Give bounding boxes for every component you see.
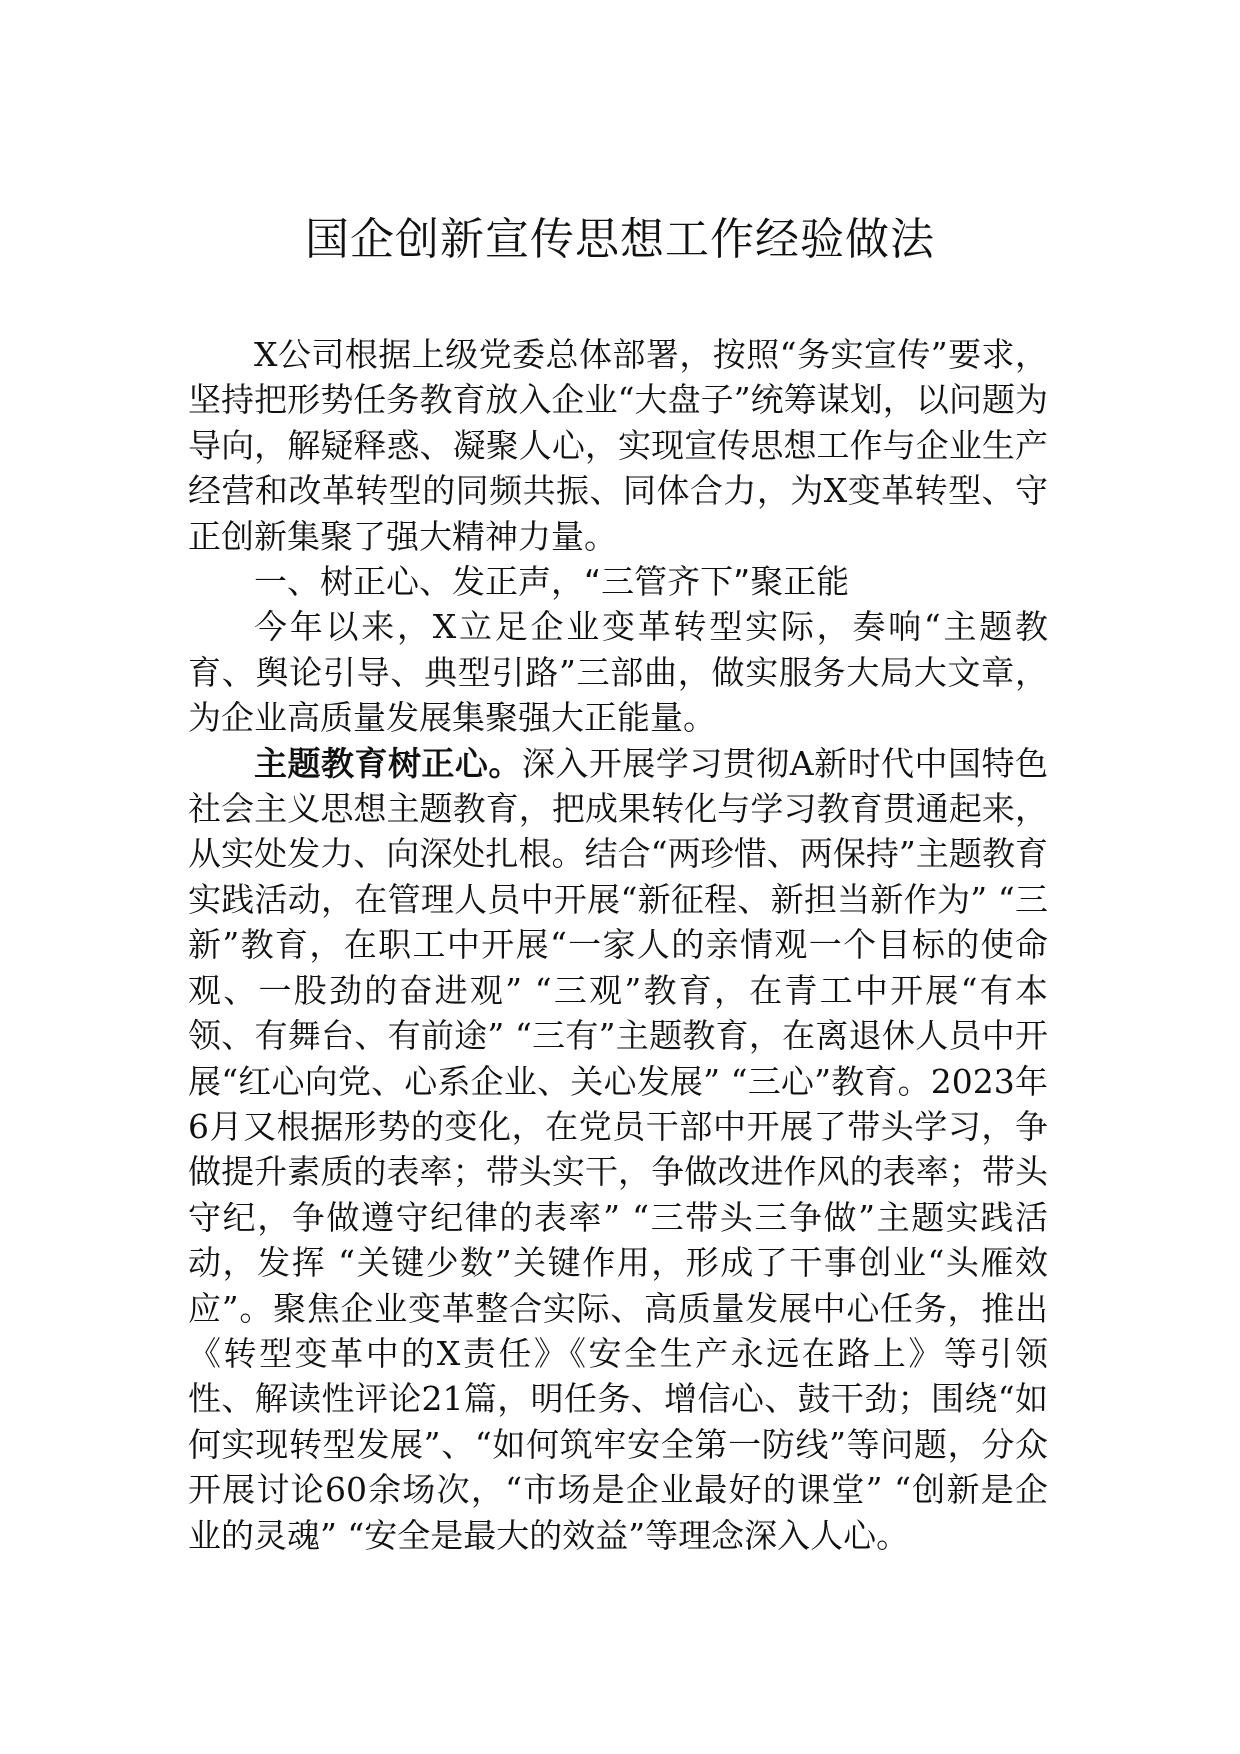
section-paragraph-theme-education [188,741,1048,1558]
section-heading: 一、树正心、发正声，“三管齐下”聚正能 [254,562,850,602]
document-title: 国企创新宣传思想工作经验做法 [305,214,935,265]
document-body [188,332,1048,1558]
intro-paragraph: X公司根据上级党委总体部署，按照“务实宣传”要求，坚持把形势任务教育放入企业“大盘子”统筹谋划，以问题为导向，解疑释惑、凝聚人心，实现宣传思想工作与企业生产经营和改革转型的同频共振、同体合力，为X变革转型、守正创新集聚了强大精神力量。 [188,335,1048,556]
paragraph-body: 深入开展学习贯彻A新时代中国特色社会主义思想主题教育，把成果转化与学习教育贯通起来，从实处发力、向深处扎根。结合“两珍惜、两保持”主题教育实践活动，在管理人员中开展“新征程、新担当新作为” “三新”教育，在职工中开展“一家人的亲情观一个目标的使命观、一股劲的奋进观” “三观”教育，在青工中开展“有本领、有舞台、有前途” “三有”主题教育，在离退休人员中开展“红心向党、心系企业、关心发展” “三心”教育。2023年6月又根据形势的变化，在党员干部中开展了带头学习，争做提升素质的表率；带头实干，争做改进作风的表率；带头守纪，争做遵守纪律的表率” “三带头三争做”主题实践活动，发挥 “关键少数”关键作用，形成了干事创业“头雁效应”。聚焦企业变革整合实际、高质量发展中心任务，推出《转型变革中的X责任》《安全生产永远在路上》等引领性、解读性评论21篇，明任务、增信心、鼓干劲；围绕“如何实现转型发展”、“如何筑牢安全第一防线”等问题，分众开展讨论60余场次，“市场是企业最好的课堂” “创新是企业的灵魂” “安全是最大的效益”等理念深入人心。 [188,743,1048,1555]
paragraph-lead: 主题教育树正心。 [254,743,522,783]
section-paragraph: 今年以来，X立足企业变革转型实际，奏响“主题教育、舆论引导、典型引路”三部曲，做实服务大局大文章，为企业高质量发展集聚强大正能量。 [188,607,1048,738]
